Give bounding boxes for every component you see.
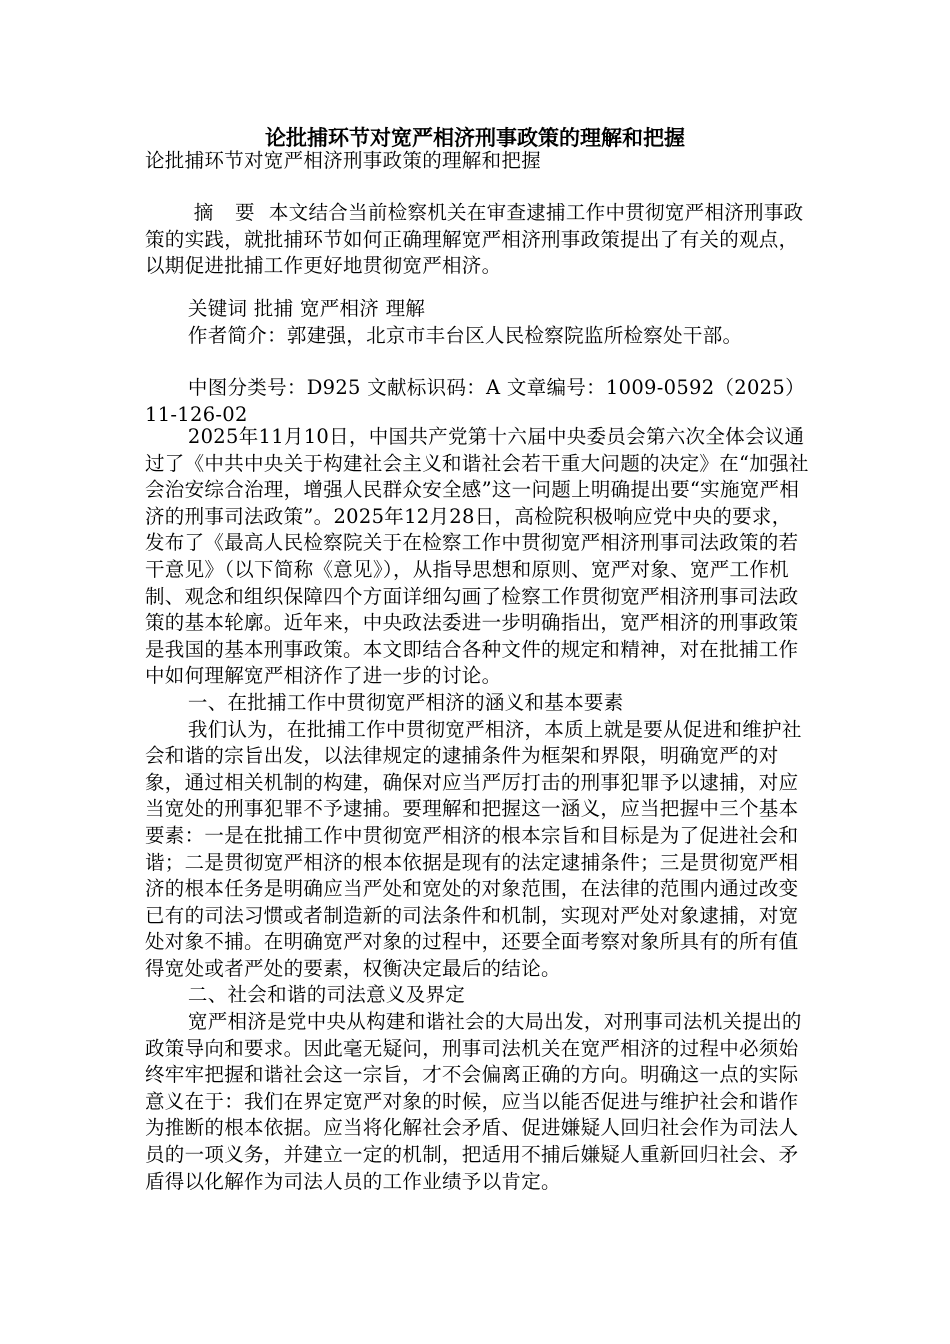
document-subtitle: 论批捕环节对宽严相济刑事政策的理解和把握 <box>145 149 542 172</box>
section-heading: 二、社会和谐的司法意义及界定 <box>187 983 466 1007</box>
section-heading: 一、在批捕工作中贯彻宽严相济的涵义和基本要素 <box>187 690 624 714</box>
abstract-text: 本文结合当前检察机关在审查逮捕工作中贯彻宽严相济刑事政策的实践，就批捕环节如何正确理解宽严相济刑事政策提出了有关的观点，以期促进批捕工作更好地贯彻宽严相济。 <box>145 201 804 278</box>
author-text: 作者简介：郭建强，北京市丰台区人民检察院监所检察处干部。 <box>187 324 743 347</box>
abstract-label: 摘 要 <box>193 201 263 224</box>
classification-line <box>145 375 810 428</box>
keywords-text: 关键词 批捕 宽严相济 理解 <box>187 297 426 320</box>
keywords-line <box>145 296 810 323</box>
abstract-paragraph <box>145 200 810 280</box>
body-paragraph: 宽严相济是党中央从构建和谐社会的大局出发，对刑事司法机关提出的政策导向和要求。因此毫无疑问，刑事司法机关在宽严相济的过程中必须始终牢牢把握和谐社会这一宗旨，才不会偏离正确的方向。明确这一点的实际意义在于：我们在界定宽严对象的时候，应当以能否促进与维护社会和谐作为推断的根本依据。应当将化解社会矛盾、促进嫌疑人回归社会作为司法人员的一项义务，并建立一定的机制，把适用不捕后嫌疑人重新回归社会、矛盾得以化解作为司法人员的工作业绩予以肯定。 <box>145 1010 802 1193</box>
body-paragraph: 我们认为，在批捕工作中贯彻宽严相济，本质上就是要从促进和维护社会和谐的宗旨出发，以法律规定的逮捕条件为框架和界限，明确宽严的对象，通过相关机制的构建，确保对应当严厉打击的刑事犯罪予以逮捕，对应当宽处的刑事犯罪不予逮捕。要理解和把握这一涵义，应当把握中三个基本要素：一是在批捕工作中贯彻宽严相济的根本宗旨和目标是为了促进社会和谐；二是贯彻宽严相济的根本依据是现有的法定逮捕条件；三是贯彻宽严相济的根本任务是明确应当严处和宽处的对象范围，在法律的范围内通过改变已有的司法习惯或者制造新的司法条件和机制，实现对严处对象逮捕，对宽处对象不捕。在明确宽严对象的过程中，还要全面考察对象所具有的所有值得宽处或者严处的要素，权衡决定最后的结论。 <box>145 717 802 980</box>
main-body <box>145 424 810 1195</box>
body-paragraph: 2025年11月10日，中国共产党第十六届中央委员会第六次全体会议通过了《中共中央关于构建社会主义和谐社会若干重大问题的决定》在“加强社会治安综合治理，增强人民群众安全感”这一问题上明确提出要“实施宽严相济的刑事司法政策”。2025年12月28日，高检院积极响应党中央的要求，发布了《最高人民检察院关于在检察工作中贯彻宽严相济刑事司法政策的若干意见》（以下简称《意见》），从指导思想和原则、宽严对象、宽严工作机制、观念和组织保障四个方面详细勾画了检察工作贯彻宽严相济刑事司法政策的基本轮廓。近年来，中央政法委进一步明确指出，宽严相济的刑事政策是我国的基本刑事政策。本文即结合各种文件的规定和精神，对在批捕工作中如何理解宽严相济作了进一步的讨论。 <box>145 425 809 688</box>
classification-text: 中图分类号：D925 文献标识码：A 文章编号：1009-0592（2025）11-126-02 <box>145 376 805 426</box>
author-line <box>145 323 810 350</box>
abstract-section <box>145 200 810 280</box>
document-title: 论批捕环节对宽严相济刑事政策的理解和把握 <box>265 125 685 150</box>
